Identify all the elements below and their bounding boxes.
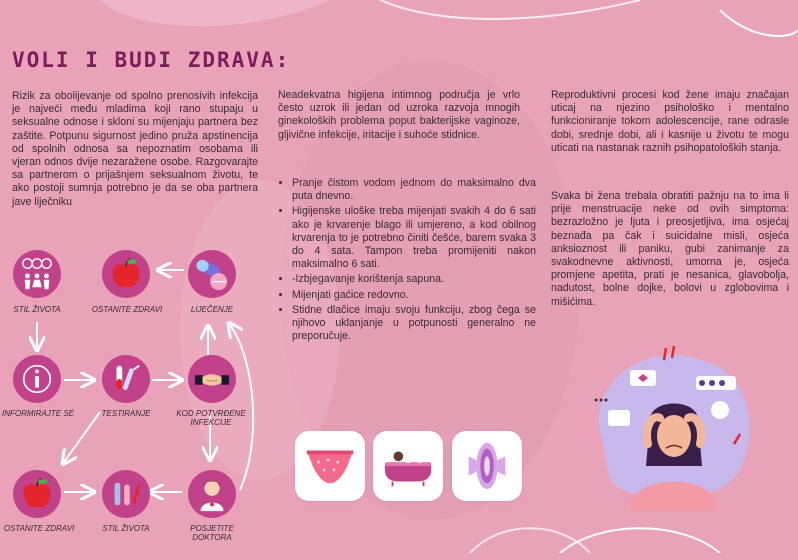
- repro-paragraph-1: Reproduktivni procesi kod žene imaju značajan uticaj na njezino psihološko i mentalno funkcioniranje tokom adolescencije, rane odrasle dobi, srednje dobi, ali i kasnije u životu te mogu uticati na nastanak raznih psihopatoloških stanja.: [551, 89, 789, 154]
- list-item: • Mijenjati gaćice redovno.: [292, 289, 536, 302]
- underwear-icon: [301, 437, 359, 495]
- contraception-icon: [107, 475, 145, 513]
- apple-icon: [107, 255, 145, 293]
- flow-label: LIJEČENJE: [190, 305, 234, 314]
- flow-label: STIL ŽIVOTA: [13, 305, 61, 314]
- people-lifestyle-icon: [18, 255, 56, 293]
- page-title: VOLI I BUDI ZDRAVA:: [12, 48, 291, 72]
- hygiene-intro: Neadekvatna higijena intimnog područja je vrlo često uzrok ili jedan od uzroka razvoja mnogih ginekoloških problema poput bakterijske vaginoze, gljivične infekcije, iritacije i suhoće stidnice.: [278, 89, 520, 141]
- flow-node-confirmed-infection: [188, 355, 236, 403]
- bathtub-icon: [379, 437, 437, 495]
- flow-node-testing: [102, 355, 150, 403]
- hygiene-list: [276, 177, 536, 345]
- flow-node-stay-healthy-2: [13, 470, 61, 518]
- handshake-icon: [193, 360, 231, 398]
- flow-label: STIL ŽIVOTA: [102, 524, 150, 533]
- test-tube-icon: [107, 360, 145, 398]
- underwear-card: [295, 431, 365, 501]
- repro-paragraph-2: Svaka bi žena trebala obratiti pažnju na to ima li prije menstruacije neke od ovih simptoma: bezrazložno je ljuta i preosjetljiva, ima osjećaj beznađa pa čak i suicidalne misli, osjeća anksioznost ili paniku, gubi zanimanje za svakodnevne aktivnosti, umorna je, osjeća promjene apetita, prati je nesanica, glavobolja, nadutost, bolne dojke, bolovi u zglobovima i mišićima.: [551, 190, 789, 308]
- list-item: • Higijenske uloške treba mijenjati svakih 4 do 6 sati ako je krvarenje blago ili umjereno, a kod obilnog krvarenja to je potrebno činiti češće, barem svaka 3 do 4 sata. Tampon treba promijeniti nakon maksimalno 6 sati.: [292, 205, 536, 271]
- flow-node-treatment: [188, 250, 236, 298]
- flow-node-inform: [13, 355, 61, 403]
- sanitary-pad-icon: [458, 437, 516, 495]
- flow-node-lifestyle: [13, 250, 61, 298]
- pills-icon: [193, 255, 231, 293]
- flow-label: OSTANITE ZDRAVI: [3, 524, 75, 533]
- flow-label: OSTANITE ZDRAVI: [91, 305, 163, 314]
- flow-label: INFORMIRAJTE SE: [1, 409, 74, 418]
- list-item: • Stidne dlačice imaju svoju funkciju, zbog čega se njihovo uklanjanje u potpunosti generalno ne preporučuje.: [292, 304, 536, 344]
- flow-node-visit-doctor: [188, 470, 236, 518]
- flow-node-stay-healthy: [102, 250, 150, 298]
- bathtub-card: [373, 431, 443, 501]
- apple-icon: [18, 475, 56, 513]
- doctor-icon: [193, 475, 231, 513]
- info-icon: [18, 360, 56, 398]
- stressed-woman-illustration: [590, 340, 760, 510]
- sanitary-pad-card: [452, 431, 522, 501]
- list-item: • -Izbjegavanje korištenja sapuna.: [292, 273, 536, 286]
- intro-paragraph: Rizik za obolijevanje od spolno prenosivih infekcija je najveći među mladima koji rano stupaju u seksualne odnose i skloni su mijenjaju partnera bez zaštite. Potpunu sigurnost jedino pruža apstinencija od spolnih odnosa sa nepoznatim osobama ili vjeran odnos dvije nezaražene osobe. Razgovarajte sa partnerom o prijašnjem seksualnom životu, te ako postoji sumnja potrebno je da se oba partnera jave liječniku: [12, 90, 258, 208]
- flow-node-lifestyle-2: [102, 470, 150, 518]
- flow-label: KOD POTVRĐENE INFEKCIJE: [176, 409, 246, 427]
- flow-label: TESTIRANJE: [101, 409, 151, 418]
- flow-label: POSJETITE DOKTORA: [190, 524, 234, 542]
- list-item: • Pranje čistom vodom jednom do maksimalno dva puta dnevno.: [292, 177, 536, 203]
